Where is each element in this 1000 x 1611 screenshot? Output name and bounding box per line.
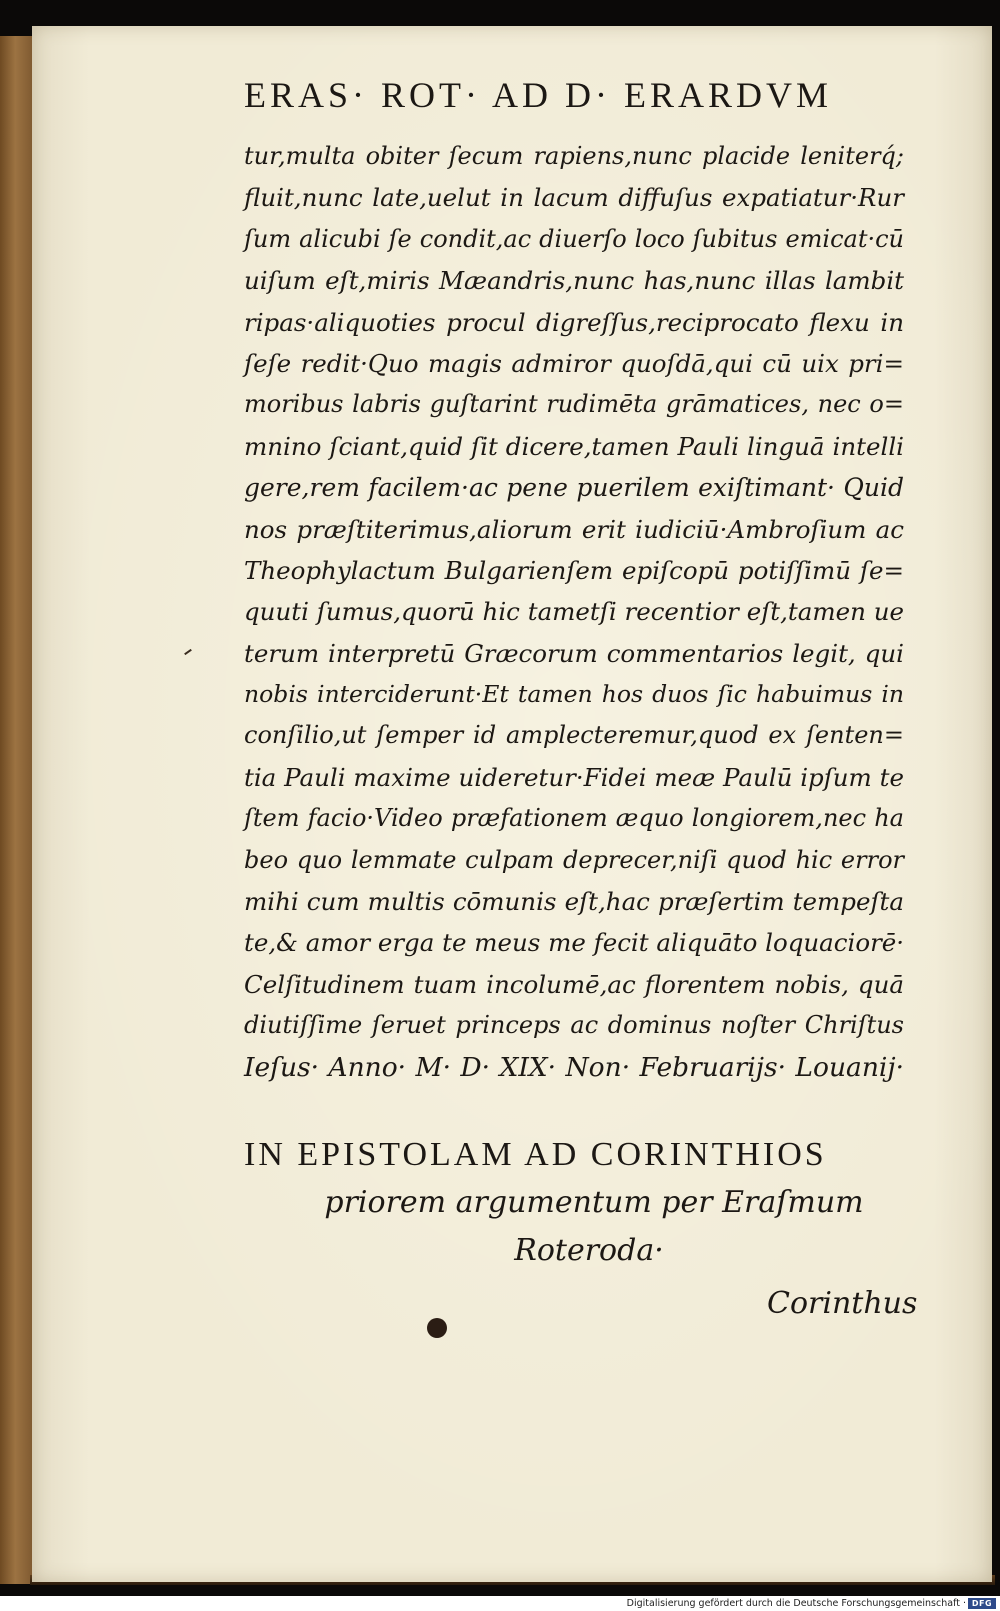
text-line: ripas·aliquoties procul digreſſus,reciprocato flexu in [244,307,904,337]
text-line: ſum alicubi ſe condit,ac diuerſo loco ſubitus emicat·cū [244,224,904,253]
text-line: beo quo lemmate culpam deprecer,niſi quod hic error [244,845,904,874]
body-text [244,136,904,1088]
text-line: nos præſtiterimus,aliorum erit iudiciū·Ambroſium ac [244,514,904,544]
ink-blot [427,1318,447,1338]
text-line: quuti ſumus,quorū hic tametſi recentior eſt,tamen ue [244,597,904,627]
text-line: tia Pauli maxime uideretur·Fidei meæ Paulū ipſum te [244,762,904,792]
text-line: ſtem facio·Video præfationem æquo longiorem,nec ha [244,804,904,833]
running-head: ERAS· ROT· AD D· ERARDVM [244,75,833,115]
dfg-logo-icon: DFG [968,1598,996,1609]
text-line: gere,rem facilem·ac pene puerilem exiſtimant· Quid [244,473,904,503]
catchword: Corinthus [767,1286,918,1321]
text-line: mnino ſciant,quid ſit dicere,tamen Pauli linguā intelli [244,431,904,461]
text-line: fluit,nunc late,uelut in lacum diffuſus expatiatur·Rur [244,183,904,213]
text-line: terum interpretū Græcorum commentarios legit, qui [244,638,904,668]
text-line: mihi cum multis cōmunis eſt,hac præſertim tempeſta [244,887,904,917]
text-line: conſilio,ut ſemper id amplecteremur,quod ex ſenten= [244,721,904,750]
section-heading [244,1131,904,1275]
text-line: moribus labris guſtarint rudimēta grāmatices, nec o= [244,390,904,419]
text-line: Ieſus· Anno· M· D· XIX· Non· Februarijs· Louanij· [244,1051,904,1083]
text-line: ſeſe redit·Quo magis admiror quoſdā,qui cū uix pri= [244,348,904,378]
text-line: te,& amor erga te meus me fecit aliquāto loquaciorē· [244,928,905,958]
text-line: diutiſſime ſeruet princeps ac dominus noſter Chriſtus [244,1011,904,1040]
section-heading-caps: IN EPISTOLAM AD CORINTHIOS [244,1136,827,1173]
text-line: uiſum eſt,miris Mæandris,nunc has,nunc illas lambit [244,266,904,296]
text-line: tur,multa obiter ſecum rapiens,nunc placide leniterq́; [244,142,904,170]
text-line: Celſitudinem tuam incolumē,ac florentem nobis, quā [244,969,904,999]
book-page [32,26,992,1582]
section-heading-line3: Roteroda· [514,1233,664,1268]
section-heading-line2: priorem argumentum per Eraſmum [324,1185,864,1220]
book-spine-edge [0,36,34,1584]
funding-credit: Digitalisierung gefördert durch die Deutsche Forschungsgemeinschaft · [626,1598,966,1609]
text-line: Theophylactum Bulgarienſem epiſcopū potiſſimū ſe= [244,555,904,585]
text-line: nobis interciderunt·Et tamen hos duos ſic habuimus in [244,680,904,709]
margin-mark [184,649,192,655]
